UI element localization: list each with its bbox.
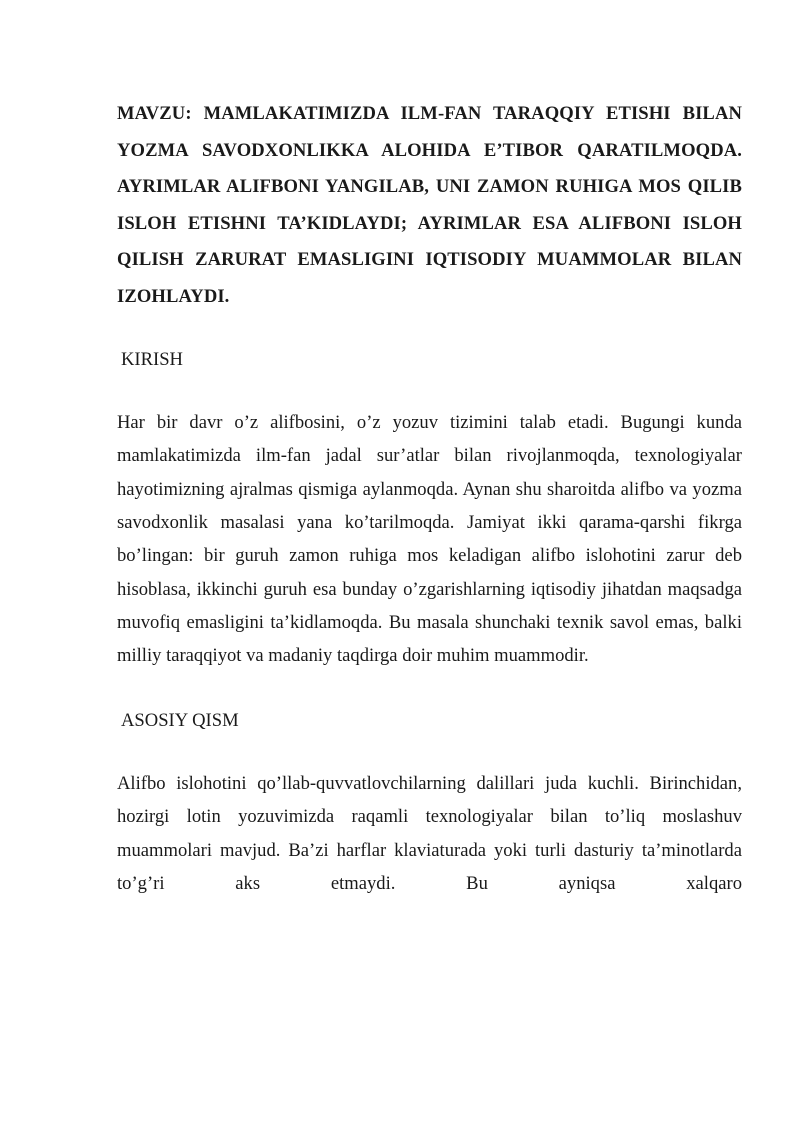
section-heading-kirish: KIRISH — [121, 348, 183, 370]
section-paragraph-kirish: Har bir davr o’z alifbosini, o’z yozuv tizimini talab etadi. Bugungi kunda mamlakatimizda ilm-fan jadal sur’atlar bilan rivojlanmoqda, texnologiyalar hayotimizning ajralmas qismiga aylanmoqda. Aynan shu sharoitda alifbo va yozma savodxonlik masalasi yana ko’tarilmoqda. Jamiyat ikki qarama-qarshi fikrga bo’lingan: bir guruh zamon ruhiga mos keladigan alifbo islohotini zarur deb hisoblasa, ikkinchi guruh esa bunday o’zgarishlarning iqtisodiy jihatdan maqsadga muvofiq emasligini ta’kidlamoqda. Bu masala shunchaki texnik savol emas, balki milliy taraqqiyot va madaniy taqdirga doir muhim muammodir. — [117, 412, 742, 667]
section-heading-asosiy-qism: ASOSIY QISM — [121, 709, 239, 731]
topic-title: MAVZU: MAMLAKATIMIZDA ILM-FAN TARAQQIY ETISHI BILAN YOZMA SAVODXONLIKKA ALOHIDA E’TIBOR QARATILMOQDA. AYRIMLAR ALIFBONI YANGILAB, UNI ZAMON RUHIGA MOS QILIB ISLOH ETISHNI TA’KIDLAYDI; AYRIMLAR ESA ALIFBONI ISLOH QILISH ZARURAT EMASLIGINI IQTISODIY MUAMMOLAR BILAN IZOHLAYDI. — [117, 103, 742, 307]
spacer — [117, 673, 742, 703]
document-page — [117, 96, 742, 900]
spacer — [117, 739, 742, 767]
spacer — [117, 316, 742, 342]
spacer — [117, 378, 742, 406]
section-paragraph-asosiy-qism: Alifbo islohotini qo’llab-quvvatlovchilarning dalillari juda kuchli. Birinchidan, hozirgi lotin yozuvimizda raqamli texnologiyalar bilan to’liq moslashuv muammolari mavjud. Ba’zi harflar klaviaturada yoki turli dasturiy ta’minotlarda to’g’ri aks etmaydi. Bu ayniqsa xalqaro — [117, 773, 742, 895]
